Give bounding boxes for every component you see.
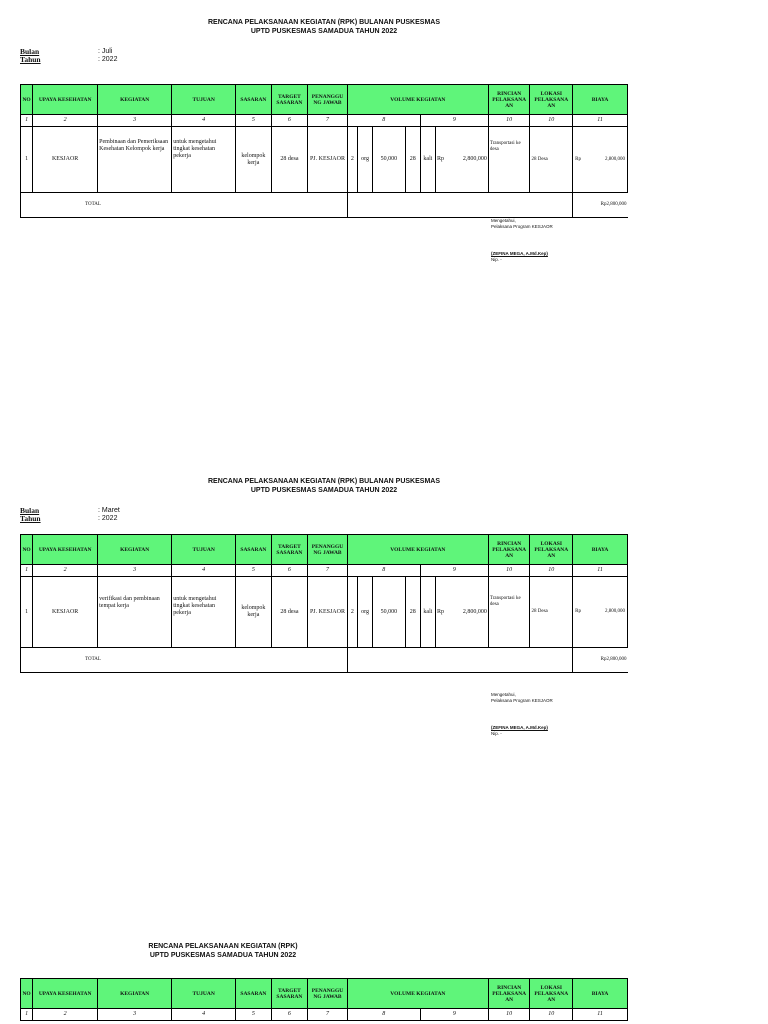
col-header-target: TARGET SASARAN <box>271 85 308 115</box>
signatory-name: (ZEFINA MEGA, A.Md.Kep) <box>491 251 548 256</box>
table-row <box>21 127 628 193</box>
tahun-label: Tahun <box>20 55 41 64</box>
signature-block <box>491 218 553 263</box>
col-header-no: NO <box>21 979 33 1009</box>
rpk-table <box>20 84 628 218</box>
col-number: 6 <box>271 565 308 577</box>
col-header-target: TARGET SASARAN <box>271 535 308 565</box>
col-number: 2 <box>33 115 98 127</box>
col-header-no: NO <box>21 535 33 565</box>
vol-count: 28 <box>405 127 420 193</box>
col-number: 11 <box>573 565 628 577</box>
col-header-volume: VOLUME KEGIATAN <box>347 85 488 115</box>
col-number: 1 <box>21 115 33 127</box>
row-target: 28 desa <box>271 577 308 648</box>
biaya-value: 2,800,000 <box>605 156 625 162</box>
col-header-tujuan: TUJUAN <box>172 85 236 115</box>
table-row <box>21 577 628 648</box>
col-header-sasaran: SASARAN <box>236 85 272 115</box>
vol-unit: org <box>357 577 372 648</box>
row-lokasi: 28 Desa <box>530 577 573 648</box>
col-number: 8 <box>347 565 420 577</box>
col-header-kegiatan: KEGIATAN <box>98 535 172 565</box>
col-number: 7 <box>308 115 348 127</box>
col-number: 10 <box>488 565 530 577</box>
bulan-label: Bulan <box>20 506 40 515</box>
col-header-kegiatan: KEGIATAN <box>98 85 172 115</box>
document-title <box>200 18 448 36</box>
col-number: 5 <box>236 1009 272 1021</box>
col-number: 4 <box>172 565 236 577</box>
col-number: 5 <box>236 565 272 577</box>
col-header-penanggung: PENANGGU NG JAWAB <box>308 535 348 565</box>
total-value: Rp2,800,000 <box>573 648 628 673</box>
col-header-biaya: BIAYA <box>573 979 628 1009</box>
vol-currency: Rp <box>436 127 447 193</box>
col-number: 1 <box>21 1009 33 1021</box>
biaya-value: 2,800,000 <box>605 609 625 614</box>
col-header-rincian: RINCIAN PELAKSANA AN <box>488 979 530 1009</box>
col-header-upaya: UPAYA KESEHATAN <box>33 979 98 1009</box>
col-header-upaya: UPAYA KESEHATAN <box>33 85 98 115</box>
col-header-sasaran: SASARAN <box>236 979 272 1009</box>
col-number: 10 <box>530 115 573 127</box>
row-tujuan: untuk mengetahui tingkat kesehatan pekerja <box>172 127 236 193</box>
col-header-no: NO <box>21 85 33 115</box>
col-header-volume: VOLUME KEGIATAN <box>347 535 488 565</box>
col-number: 3 <box>98 115 172 127</box>
total-blank <box>347 648 572 673</box>
row-kegiatan: Pembinaan dan Pemeriksaan Kesehatan Kelompok kerja <box>98 127 172 193</box>
title-line-1: RENCANA PELAKSANAAN KEGIATAN (RPK) <box>148 943 298 950</box>
period-info <box>20 507 120 523</box>
title-line-2: UPTD PUSKESMAS SAMADUA TAHUN 2022 <box>149 952 297 959</box>
vol-qty: 2 <box>347 127 357 193</box>
col-number: 7 <box>308 565 348 577</box>
mengetahui-label: Mengetahui, <box>491 218 516 223</box>
col-header-lokasi: LOKASI PELAKSANA AN <box>530 979 573 1009</box>
col-number: 10 <box>488 1009 530 1021</box>
row-no: 1 <box>21 577 33 648</box>
tahun-value: : 2022 <box>98 515 118 522</box>
row-biaya <box>573 577 628 648</box>
title-line-1: RENCANA PELAKSANAAN KEGIATAN (RPK) BULANAN PUSKESMAS <box>207 19 441 26</box>
vol-total: 2,800,000 <box>447 577 489 648</box>
biaya-currency: Rp <box>575 609 581 614</box>
col-number: 4 <box>172 1009 236 1021</box>
col-header-rincian: RINCIAN PELAKSANA AN <box>488 535 530 565</box>
row-kegiatan: verifikasi dan pembinaan tempat kerja <box>98 577 172 648</box>
col-number: 4 <box>172 115 236 127</box>
signatory-name: (ZEFINA MEGA, A.Md.Kep) <box>491 725 548 730</box>
col-number: 9 <box>420 565 488 577</box>
row-biaya <box>573 127 628 193</box>
col-number: 6 <box>271 1009 308 1021</box>
row-penanggung: PJ. KESJAOR <box>308 127 348 193</box>
title-line-2: UPTD PUSKESMAS SAMADUA TAHUN 2022 <box>250 28 398 35</box>
col-number: 1 <box>21 565 33 577</box>
col-number: 7 <box>308 1009 348 1021</box>
signature-block <box>491 692 553 737</box>
signatory-nip: Nip. - <box>491 731 502 736</box>
row-lokasi: 28 Desa <box>530 127 573 193</box>
vol-currency: Rp <box>436 577 447 648</box>
col-header-kegiatan: KEGIATAN <box>98 979 172 1009</box>
column-number-row <box>21 1009 628 1021</box>
vol-total: 2,800,000 <box>447 127 489 193</box>
vol-price: 50,000 <box>373 577 405 648</box>
pelaksana-label: Pelaksana Program KESJAOR <box>491 224 553 229</box>
column-number-row <box>21 565 628 577</box>
col-number: 10 <box>530 565 573 577</box>
row-tujuan: untuk mengetahui tingkat kesehatan pekerja <box>172 577 236 648</box>
rpk-table <box>20 534 628 673</box>
col-number: 2 <box>33 1009 98 1021</box>
col-header-lokasi: LOKASI PELAKSANA AN <box>530 535 573 565</box>
col-header-penanggung: PENANGGU NG JAWAB <box>308 979 348 1009</box>
vol-unit-2: kali <box>420 127 435 193</box>
vol-unit: org <box>357 127 372 193</box>
col-number: 5 <box>236 115 272 127</box>
total-value: Rp2,800,000 <box>573 193 628 218</box>
column-number-row <box>21 115 628 127</box>
row-upaya: KESJAOR <box>33 127 98 193</box>
signatory-nip: Nip. - <box>491 257 502 262</box>
period-info <box>20 48 117 64</box>
col-number: 11 <box>573 1009 628 1021</box>
pelaksana-label: Pelaksana Program KESJAOR <box>491 698 553 703</box>
vol-unit-2: kali <box>420 577 435 648</box>
bulan-value: : Juli <box>98 48 113 55</box>
col-number: 10 <box>488 115 530 127</box>
vol-qty: 2 <box>347 577 357 648</box>
bulan-label: Bulan <box>20 47 40 56</box>
col-header-sasaran: SASARAN <box>236 535 272 565</box>
col-number: 8 <box>347 1009 420 1021</box>
vol-count: 28 <box>405 577 420 648</box>
col-number: 3 <box>98 565 172 577</box>
row-penanggung: PJ. KESJAOR <box>308 577 348 648</box>
col-header-volume: VOLUME KEGIATAN <box>347 979 488 1009</box>
row-sasaran: kelompok kerja <box>236 127 272 193</box>
col-header-tujuan: TUJUAN <box>172 535 236 565</box>
row-rincian: Transportasi ke desa <box>488 127 530 193</box>
total-row <box>21 648 628 673</box>
col-header-upaya: UPAYA KESEHATAN <box>33 535 98 565</box>
total-label: TOTAL <box>21 193 348 218</box>
col-header-biaya: BIAYA <box>573 85 628 115</box>
document-title <box>118 942 328 960</box>
tahun-value: : 2022 <box>98 56 118 63</box>
col-header-penanggung: PENANGGU NG JAWAB <box>308 85 348 115</box>
col-number: 2 <box>33 565 98 577</box>
tahun-label: Tahun <box>20 514 41 523</box>
title-line-1: RENCANA PELAKSANAAN KEGIATAN (RPK) BULANAN PUSKESMAS <box>207 478 441 485</box>
row-upaya: KESJAOR <box>33 577 98 648</box>
rpk-table <box>20 978 628 1021</box>
col-number: 10 <box>530 1009 573 1021</box>
col-header-lokasi: LOKASI PELAKSANA AN <box>530 85 573 115</box>
col-number: 8 <box>347 115 420 127</box>
col-number: 9 <box>420 1009 488 1021</box>
document-title <box>200 477 448 495</box>
total-row <box>21 193 628 218</box>
col-number: 9 <box>420 115 488 127</box>
col-number: 6 <box>271 115 308 127</box>
title-line-2: UPTD PUSKESMAS SAMADUA TAHUN 2022 <box>250 487 398 494</box>
bulan-value: : Maret <box>98 507 120 514</box>
biaya-currency: Rp <box>575 156 581 162</box>
row-sasaran: kelompok kerja <box>236 577 272 648</box>
total-label: TOTAL <box>21 648 348 673</box>
row-target: 28 desa <box>271 127 308 193</box>
row-rincian: Transportasi ke desa <box>488 577 530 648</box>
col-number: 3 <box>98 1009 172 1021</box>
col-header-target: TARGET SASARAN <box>271 979 308 1009</box>
row-no: 1 <box>21 127 33 193</box>
col-header-tujuan: TUJUAN <box>172 979 236 1009</box>
mengetahui-label: Mengetahui, <box>491 692 516 697</box>
col-header-rincian: RINCIAN PELAKSANA AN <box>488 85 530 115</box>
vol-price: 50,000 <box>373 127 405 193</box>
col-number: 11 <box>573 115 628 127</box>
total-blank <box>347 193 572 218</box>
col-header-biaya: BIAYA <box>573 535 628 565</box>
